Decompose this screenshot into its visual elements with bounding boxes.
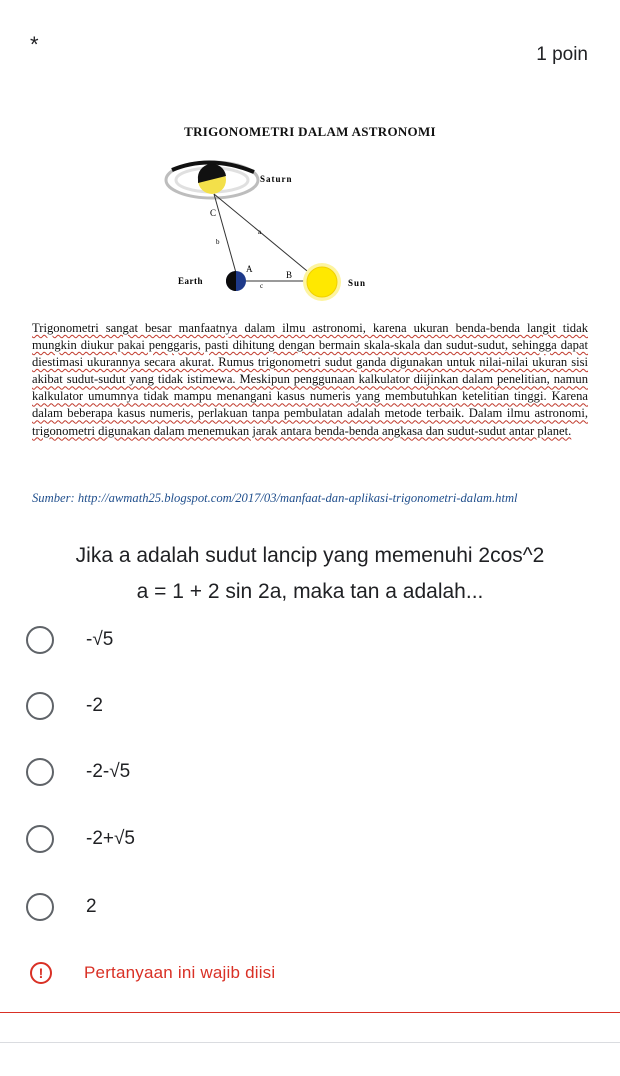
error-message: Pertanyaan ini wajib diisi (84, 963, 276, 982)
radio-button[interactable] (26, 626, 54, 654)
earth-shadow (226, 271, 236, 291)
option-label: -2+√5 (86, 828, 135, 849)
label-a-lower: a (258, 228, 262, 236)
radio-button[interactable] (26, 893, 54, 921)
astronomy-diagram (150, 150, 410, 310)
option-label: -2-√5 (86, 761, 131, 782)
required-error (30, 962, 275, 984)
error-divider (0, 1012, 620, 1013)
sun (307, 267, 337, 297)
label-b-lower: b (216, 238, 220, 246)
option-4[interactable] (22, 819, 135, 859)
question-line-2: a = 1 + 2 sin 2a, maka tan a adalah... (136, 580, 484, 603)
article-paragraph: Trigonometri sangat besar manfaatnya dalam ilmu astronomi, karena ukuran benda-benda langit tidak mungkin diukur pakai penggaris, pasti dihitung dengan bermain skala-skala dan sudut-sudut, sehingga dapat diestimasi ukurannya secara akurat. Rumus trigonometri sudut ganda digunakan untuk nilai-nilai ukuran sisi akibat sudut-sudut yang tidak istimewa. Meskipun penggunaan kalkulator diijinkan dalam penelitian, namun kalkulator umumnya tidak mampu menangani kasus numeris yang membutuhkan ketelitian tinggi. Karena dalam beberapa kasus numeris, perlakuan tanpa pembulatan adalah metode terbaik. Dalam ilmu astronomi, trigonometri digunakan dalam menemukan jarak antara benda-benda angkasa dan sudut-sudut antar planet. (32, 321, 588, 438)
points-label: 1 poin (536, 44, 588, 65)
earth-label: Earth (178, 276, 203, 286)
question-text (30, 538, 590, 610)
option-5[interactable] (22, 887, 97, 927)
line-saturn-sun (214, 194, 318, 280)
option-1[interactable] (22, 620, 113, 660)
label-c-lower: c (260, 282, 264, 290)
option-label: -2 (86, 695, 103, 716)
radio-button[interactable] (26, 758, 54, 786)
question-line-1: Jika a adalah sudut lancip yang memenuhi 2cos^2 (75, 544, 545, 567)
label-c-upper: C (210, 208, 217, 218)
option-label: 2 (86, 896, 97, 917)
line-saturn-earth (214, 194, 238, 280)
label-b-upper: B (286, 270, 293, 280)
option-2[interactable] (22, 686, 103, 726)
option-3[interactable] (22, 752, 130, 792)
article-title: TRIGONOMETRI DALAM ASTRONOMI (184, 124, 436, 139)
option-label: -√5 (86, 629, 114, 650)
saturn-label: Saturn (260, 174, 293, 184)
error-icon: ! (30, 962, 52, 984)
sun-label: Sun (348, 278, 367, 288)
card-divider (0, 1042, 620, 1043)
label-a-upper: A (246, 264, 253, 274)
required-asterisk: * (30, 32, 39, 57)
radio-button[interactable] (26, 692, 54, 720)
article-source[interactable]: Sumber: http://awmath25.blogspot.com/2017/03/manfaat-dan-aplikasi-trigonometri-dalam.html (32, 491, 518, 505)
radio-button[interactable] (26, 825, 54, 853)
